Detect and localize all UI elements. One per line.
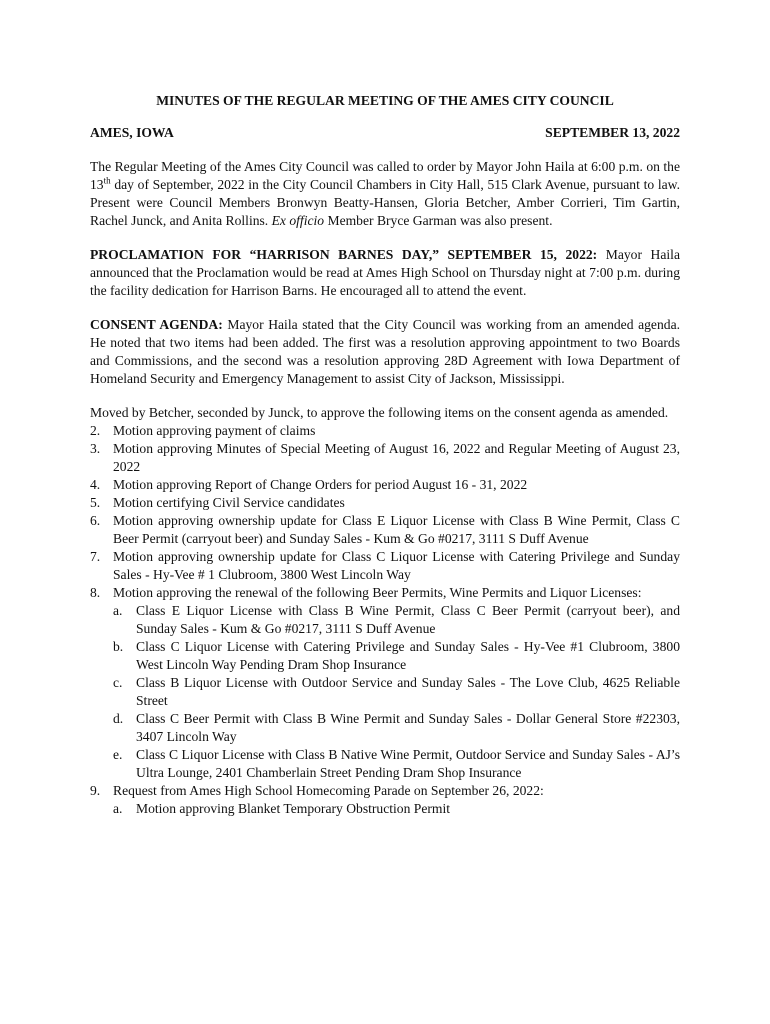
intro-text-2: day of September, 2022 in the City Council Chambers in City Hall, 515 Clark Avenue, pursuant to law. Present were Council Members Bronwyn Beatty-Hansen, Gloria Betcher, Amber Corrieri, Tim Gartin, Rachel Junck, and Anita Rollins. — [90, 177, 680, 228]
list-item-number: 3. — [90, 441, 101, 456]
proclamation-text: Mayor Haila announced that the Proclamation would be read at Ames High School on Thursday night at 7:00 p.m. during the facility dedication for Harrison Barns. He encouraged all to attend the event. — [90, 247, 680, 298]
intro-paragraph — [90, 158, 680, 230]
consent-agenda-paragraph — [90, 316, 680, 388]
list-item — [90, 782, 680, 818]
sub-list-item-text: Class C Liquor License with Class B Native Wine Permit, Outdoor Service and Sunday Sales - AJ’s Ultra Lounge, 2401 Chamberlain Street Pending Dram Shop Insurance — [136, 747, 680, 780]
ex-officio-text: Ex officio — [271, 213, 325, 228]
list-item — [90, 440, 680, 476]
sub-list-item-text: Class B Liquor License with Outdoor Service and Sunday Sales - The Love Club, 4625 Reliable Street — [136, 675, 680, 708]
list-item-text: Request from Ames High School Homecoming Parade on September 26, 2022: — [113, 783, 544, 798]
list-item-number: 9. — [90, 783, 101, 798]
intro-text-3: Member Bryce Garman was also present. — [324, 213, 553, 228]
list-item — [90, 494, 680, 512]
consent-items-list — [90, 422, 680, 818]
intro-text-1: The Regular Meeting of the Ames City Council was called to order by Mayor John Haila at 6:00 p.m. on the 13 — [90, 159, 680, 192]
list-item-number: 5. — [90, 495, 101, 510]
sub-list-item-letter: e. — [113, 747, 123, 762]
list-item-text: Motion approving the renewal of the following Beer Permits, Wine Permits and Liquor Licenses: — [113, 585, 642, 600]
sub-list — [113, 800, 680, 818]
sub-list — [113, 602, 680, 782]
location-date-line — [90, 124, 680, 142]
list-item — [90, 512, 680, 548]
sub-list-item-letter: d. — [113, 711, 124, 726]
location: AMES, IOWA — [90, 125, 174, 140]
sub-list-item — [113, 710, 680, 746]
list-item — [90, 476, 680, 494]
sub-list-item-text: Class C Beer Permit with Class B Wine Permit and Sunday Sales - Dollar General Store #22303, 3407 Lincoln Way — [136, 711, 680, 744]
motion-statement: Moved by Betcher, seconded by Junck, to approve the following items on the consent agenda as amended. — [90, 405, 669, 420]
list-item-text: Motion approving Minutes of Special Meeting of August 16, 2022 and Regular Meeting of August 23, 2022 — [113, 441, 680, 474]
sub-list-item — [113, 746, 680, 782]
sub-list-item — [113, 674, 680, 710]
page-title: MINUTES OF THE REGULAR MEETING OF THE AMES CITY COUNCIL — [156, 93, 614, 108]
list-item-number: 2. — [90, 423, 101, 438]
proclamation-heading: PROCLAMATION FOR “HARRISON BARNES DAY,” SEPTEMBER 15, 2022: — [90, 247, 598, 262]
sub-list-item — [113, 602, 680, 638]
list-item — [90, 548, 680, 584]
sub-list-item-letter: a. — [113, 801, 123, 816]
sub-list-item — [113, 638, 680, 674]
sub-list-item-text: Motion approving Blanket Temporary Obstruction Permit — [136, 801, 451, 816]
list-item-text: Motion approving ownership update for Class C Liquor License with Catering Privilege and Sunday Sales - Hy-Vee # 1 Clubroom, 3800 West Lincoln Way — [113, 549, 680, 582]
consent-agenda-text: Mayor Haila stated that the City Council was working from an amended agenda. He noted that two items had been added. The first was a resolution approving appointment to two Boards and Commissions, and the second was a resolution approving 28D Agreement with Iowa Department of Homeland Security and Emergency Management to assist City of Jackson, Mississippi. — [90, 317, 680, 386]
list-item-number: 4. — [90, 477, 101, 492]
list-item-text: Motion approving payment of claims — [113, 423, 316, 438]
sub-list-item-text: Class E Liquor License with Class B Wine Permit, Class C Beer Permit (carryout beer), and Sunday Sales - Kum & Go #0217, 3111 S Duff Avenue — [136, 603, 680, 636]
sub-list-item — [113, 800, 680, 818]
list-item-text: Motion approving Report of Change Orders for period August 16 - 31, 2022 — [113, 477, 528, 492]
list-item-number: 6. — [90, 513, 101, 528]
sub-list-item-text: Class C Liquor License with Catering Privilege and Sunday Sales - Hy-Vee #1 Clubroom, 3800 West Lincoln Way Pending Dram Shop Insurance — [136, 639, 680, 672]
list-item-text: Motion certifying Civil Service candidates — [113, 495, 345, 510]
list-item — [90, 584, 680, 782]
consent-agenda-heading: CONSENT AGENDA: — [90, 317, 223, 332]
list-item-number: 8. — [90, 585, 101, 600]
sub-list-item-letter: c. — [113, 675, 123, 690]
list-item — [90, 422, 680, 440]
ordinal-suffix: th — [103, 175, 111, 186]
sub-list-item-letter: b. — [113, 639, 124, 654]
list-item-text: Motion approving ownership update for Class E Liquor License with Class B Wine Permit, Class C Beer Permit (carryout beer) and Sunday Sales - Kum & Go #0217, 3111 S Duff Avenue — [113, 513, 680, 546]
sub-list-item-letter: a. — [113, 603, 123, 618]
meeting-date: SEPTEMBER 13, 2022 — [545, 125, 680, 140]
list-item-number: 7. — [90, 549, 101, 564]
proclamation-paragraph — [90, 246, 680, 300]
